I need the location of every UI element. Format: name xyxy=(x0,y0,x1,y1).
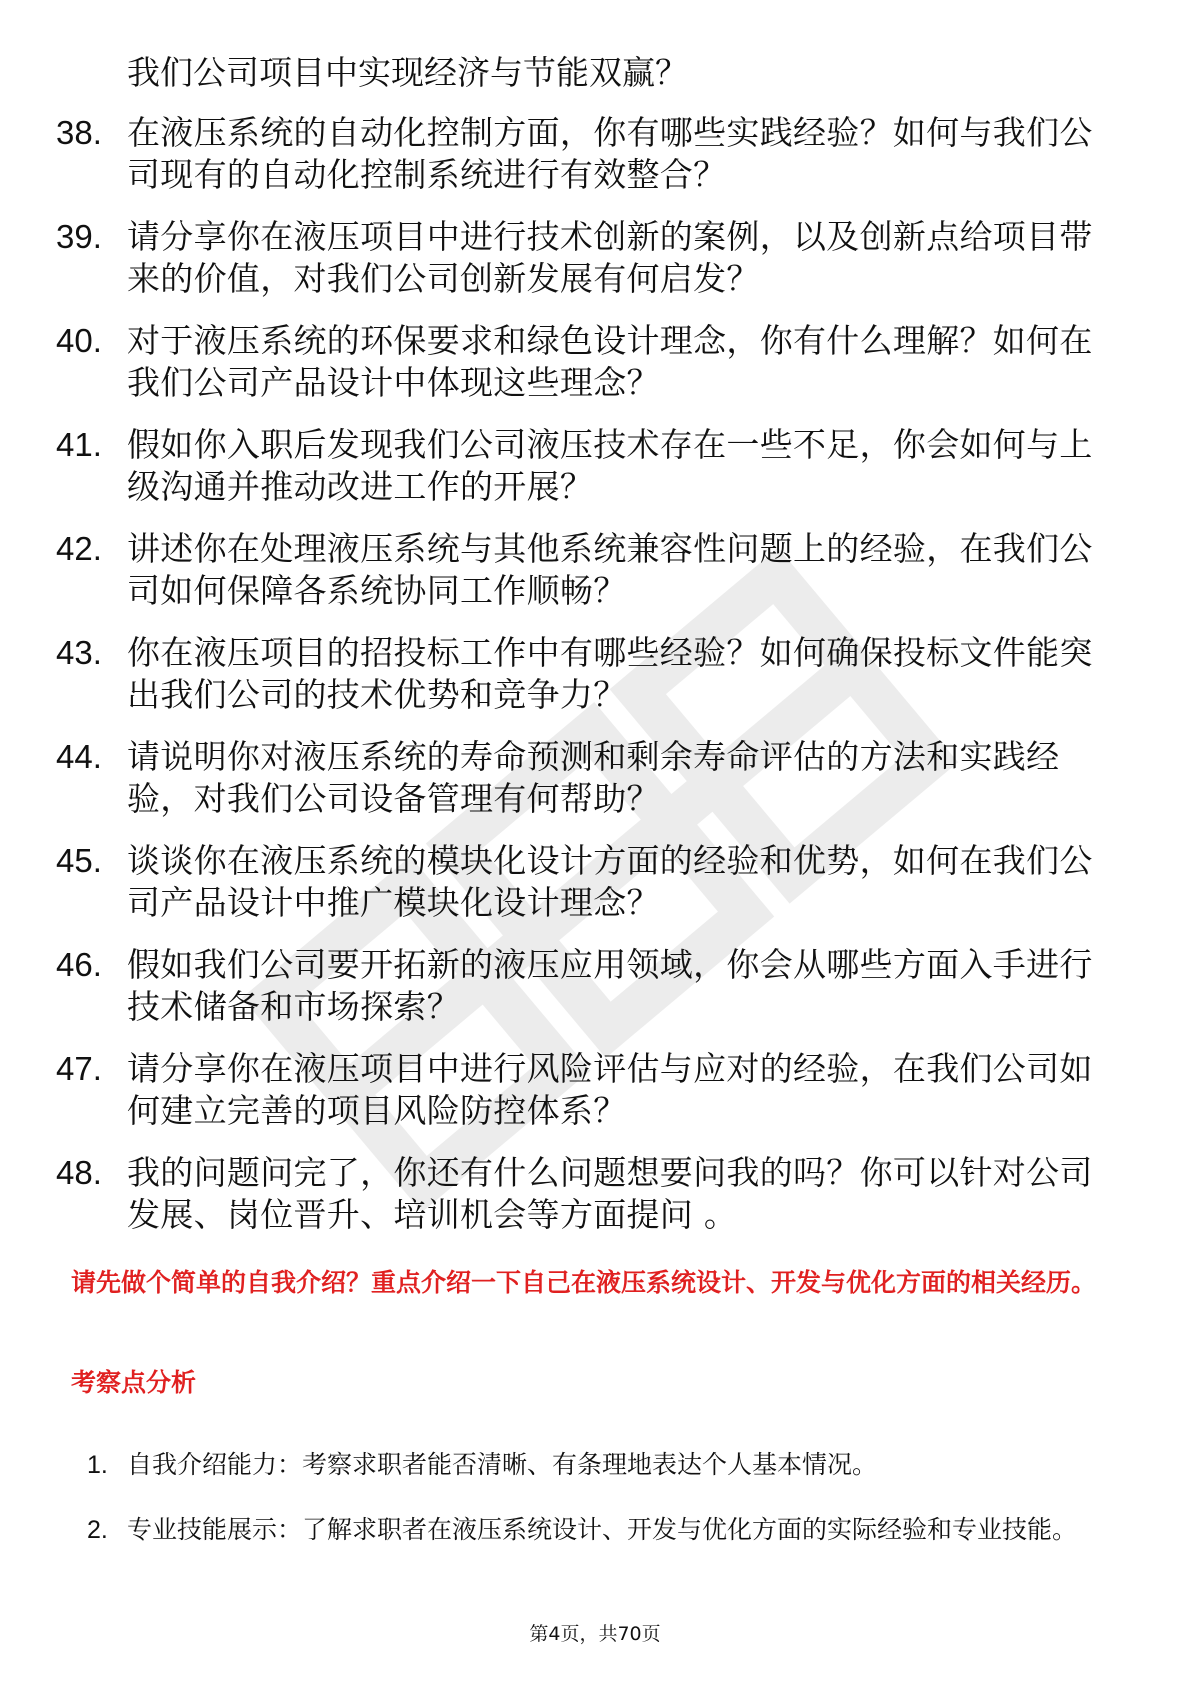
question-item xyxy=(0,736,1190,840)
analysis-subheading: 考察点分析 xyxy=(71,1368,197,1397)
question-text: 请分享你在液压项目中进行风险评估与应对的经验，在我们公司如何建立完善的项目风险防控体系？ xyxy=(127,1049,1093,1130)
question-number: 46. xyxy=(56,946,102,983)
question-number: 45. xyxy=(56,842,102,879)
section-heading: 请先做个简单的自我介绍？重点介绍一下自己在液压系统设计、开发与优化方面的相关经历。 xyxy=(71,1268,1097,1297)
analysis-point-number: 1. xyxy=(87,1451,108,1479)
question-text: 请说明你对液压系统的寿命预测和剩余寿命评估的方法和实践经验，对我们公司设备管理有何帮助？ xyxy=(127,737,1060,818)
question-number: 39. xyxy=(56,218,102,255)
analysis-point-text: 专业技能展示：了解求职者在液压系统设计、开发与优化方面的实际经验和专业技能。 xyxy=(127,1515,1078,1544)
question-number: 38. xyxy=(56,114,102,151)
question-item xyxy=(0,840,1190,944)
question-text: 假如我们公司要开拓新的液压应用领域，你会从哪些方面入手进行技术储备和市场探索？ xyxy=(127,945,1093,1026)
question-item xyxy=(0,424,1190,528)
question-item xyxy=(0,528,1190,632)
question-number: 42. xyxy=(56,530,102,567)
question-item xyxy=(0,320,1190,424)
question-number: 41. xyxy=(56,426,102,463)
question-text: 我的问题问完了，你还有什么问题想要问我的吗？你可以针对公司发展、岗位晋升、培训机会等方面提问 。 xyxy=(127,1153,1093,1234)
question-number: 44. xyxy=(56,738,102,775)
analysis-point-number: 2. xyxy=(87,1516,108,1544)
page-footer: 第4页，共70页 xyxy=(529,1623,661,1645)
question-number: 40. xyxy=(56,322,102,359)
question-item xyxy=(0,112,1190,216)
analysis-point-text: 自我介绍能力：考察求职者能否清晰、有条理地表达个人基本情况。 xyxy=(127,1450,878,1479)
question-item xyxy=(0,632,1190,736)
question-list xyxy=(0,112,1190,1256)
question-number: 47. xyxy=(56,1050,102,1087)
question-continuation: 我们公司项目中实现经济与节能双赢？ xyxy=(127,53,688,92)
question-number: 48. xyxy=(56,1154,102,1191)
question-item xyxy=(0,216,1190,320)
question-item xyxy=(0,1048,1190,1152)
question-text: 讲述你在处理液压系统与其他系统兼容性问题上的经验，在我们公司如何保障各系统协同工作顺畅？ xyxy=(127,529,1093,610)
question-item xyxy=(0,944,1190,1048)
question-text: 假如你入职后发现我们公司液压技术存在一些不足，你会如何与上级沟通并推动改进工作的开展？ xyxy=(127,425,1093,506)
question-text: 对于液压系统的环保要求和绿色设计理念，你有什么理解？如何在我们公司产品设计中体现这些理念？ xyxy=(127,321,1093,402)
question-text: 在液压系统的自动化控制方面，你有哪些实践经验？如何与我们公司现有的自动化控制系统进行有效整合？ xyxy=(127,113,1093,194)
question-text: 谈谈你在液压系统的模块化设计方面的经验和优势，如何在我们公司产品设计中推广模块化设计理念？ xyxy=(127,841,1093,922)
question-text: 请分享你在液压项目中进行技术创新的案例，以及创新点给项目带来的价值，对我们公司创新发展有何启发？ xyxy=(127,217,1093,298)
question-text: 你在液压项目的招投标工作中有哪些经验？如何确保投标文件能突出我们公司的技术优势和竞争力？ xyxy=(127,633,1093,714)
question-item xyxy=(0,1152,1190,1256)
question-number: 43. xyxy=(56,634,102,671)
